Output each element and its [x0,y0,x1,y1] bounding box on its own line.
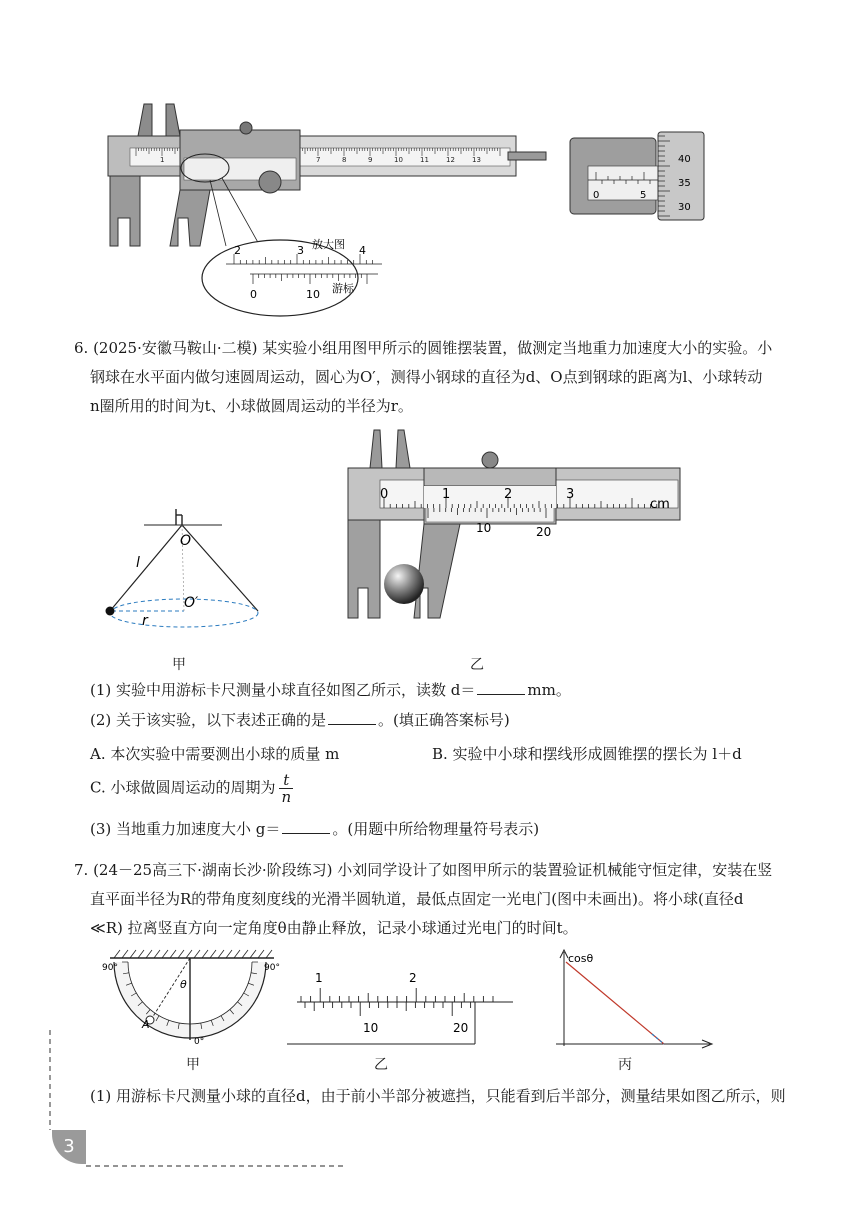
micrometer-num: 35 [678,178,691,189]
caption-q7-yi: 乙 [374,1057,388,1073]
zoom-vern-num: 10 [306,288,320,301]
caption-q7-bing: 丙 [618,1057,632,1073]
scale-tick [138,950,144,958]
caption-q7-jia: 甲 [186,1057,200,1073]
scale-number: 11 [420,156,429,164]
q6-stem-line2: 钢球在水平面内做匀速圆周运动，圆心为O′，测得小钢球的直径为d、O点到钢球的距离为l、小球转动 [90,368,763,386]
label-O: O [180,533,192,549]
scale-tick [114,950,120,958]
q6-sub1: (1) 实验中用游标卡尺测量小球直径如图乙所示，读数 d＝ mm。 [90,681,571,699]
ball-main-num: 2 [504,487,513,502]
scale-tick [178,950,184,958]
q6-stem-line3: n圈所用的时间为t、小球做圆周运动的半径为r。 [90,397,413,415]
q6-stem-line1: 6. (2025·安徽马鞍山·二模) 某实验小组用图甲所示的圆锥摆装置，做测定当地重力加速度大小的实验。小 [74,339,773,357]
caption-q6-jia: 甲 [172,657,186,673]
zoom-main-num: 2 [234,244,241,257]
figure-micrometer [568,130,718,222]
scale-tick [250,950,256,958]
micrometer-sleeve-num: 0 [593,190,600,201]
scale-number: 8 [342,156,347,164]
scale-tick [146,950,152,958]
label-left-90: 90° [102,963,118,973]
q7-stem-line3: ≪R) 拉离竖直方向一定角度θ由静止释放，记录小球通过光电门的时间t。 [90,919,578,937]
micrometer-num: 40 [678,154,691,165]
scale-number: 13 [472,156,481,164]
ball-unit: cm [650,497,670,512]
answer-blank [477,680,525,695]
figure-cos-graph [552,948,716,1052]
zoom-main-num: 3 [297,244,304,257]
scale-tick [122,950,128,958]
v-main-num: 2 [409,971,417,985]
scale-tick [194,950,200,958]
label-theta: θ [180,978,187,991]
scale-tick [170,950,176,958]
q7-sub1: (1) 用游标卡尺测量小球的直径d，由于前小半部分被遮挡，只能看到后半部分，测量结果如图乙所示，则 [90,1087,786,1105]
scale-tick [234,950,240,958]
q7-stem-line2: 直平面半径为R的带角度刻度线的光滑半圆轨道，最低点固定一光电门(图中未画出)。将小球(直径d [90,890,744,908]
scale-tick [186,950,192,958]
zoom-vern-num: 0 [250,288,257,301]
label-A: A [142,1018,150,1031]
ball-vern-num: 20 [536,525,552,539]
q6-sub3: (3) 当地重力加速度大小 g＝ 。(用题中所给物理量符号表示) [90,820,540,838]
q6-sub2: (2) 关于该实验，以下表述正确的是 。(填正确答案标号) [90,711,510,729]
figure-caliper-top [100,96,560,318]
micrometer-num: 30 [678,202,691,213]
scale-tick [210,950,216,958]
micrometer-sleeve-num: 5 [640,190,647,201]
v-main-num: 1 [315,971,323,985]
scale-number: 1 [160,156,165,164]
ball-vern-num: 10 [476,521,492,535]
label-Oprime: O′ [184,595,199,611]
q6-option-c: C. 小球做圆周运动的周期为 $\frac{t}{n}$ [90,771,292,806]
ball-main-num: 0 [380,487,389,502]
page-number: 3 [52,1130,86,1164]
v-vern-num: 20 [453,1021,469,1035]
figure-conical-pendulum [98,505,278,635]
scale-number: 9 [368,156,373,164]
vernier-label: 游标 [332,282,354,295]
label-l: l [136,555,140,571]
scale-number: 10 [394,156,403,164]
scale-tick [154,950,160,958]
scale-tick [226,950,232,958]
scale-tick [130,950,136,958]
ball-main-num: 3 [566,487,575,502]
v-vern-num: 10 [363,1021,379,1035]
scale-number: 7 [316,156,321,164]
footer-dashed-border [40,1030,360,1170]
answer-blank [282,819,330,834]
scale-tick [162,950,168,958]
label-r: r [142,613,148,629]
scale-tick [266,950,272,958]
q6-option-b: B. 实验中小球和摆线形成圆锥摆的摆长为 l＋d [432,745,742,763]
caption-q6-yi: 乙 [470,657,484,673]
cos-y-label: cosθ [568,952,594,965]
q6-option-a: A. 本次实验中需要测出小球的质量 m [90,745,340,763]
figure-caliper-ball [340,428,685,638]
scale-tick [242,950,248,958]
label-right-90: 90° [264,963,280,973]
zoom-label: 放大图 [312,238,345,251]
scale-tick [218,950,224,958]
label-zero: 0° [194,1037,205,1047]
scale-number: 12 [446,156,455,164]
scale-tick [202,950,208,958]
scale-tick [258,950,264,958]
ball-main-num: 1 [442,487,451,502]
answer-blank [328,710,376,725]
q7-stem-line1: 7. (24－25高三下·湖南长沙·阶段练习) 小刘同学设计了如图甲所示的装置验证机械能守恒定律，安装在竖 [74,861,773,879]
zoom-main-num: 4 [359,244,366,257]
